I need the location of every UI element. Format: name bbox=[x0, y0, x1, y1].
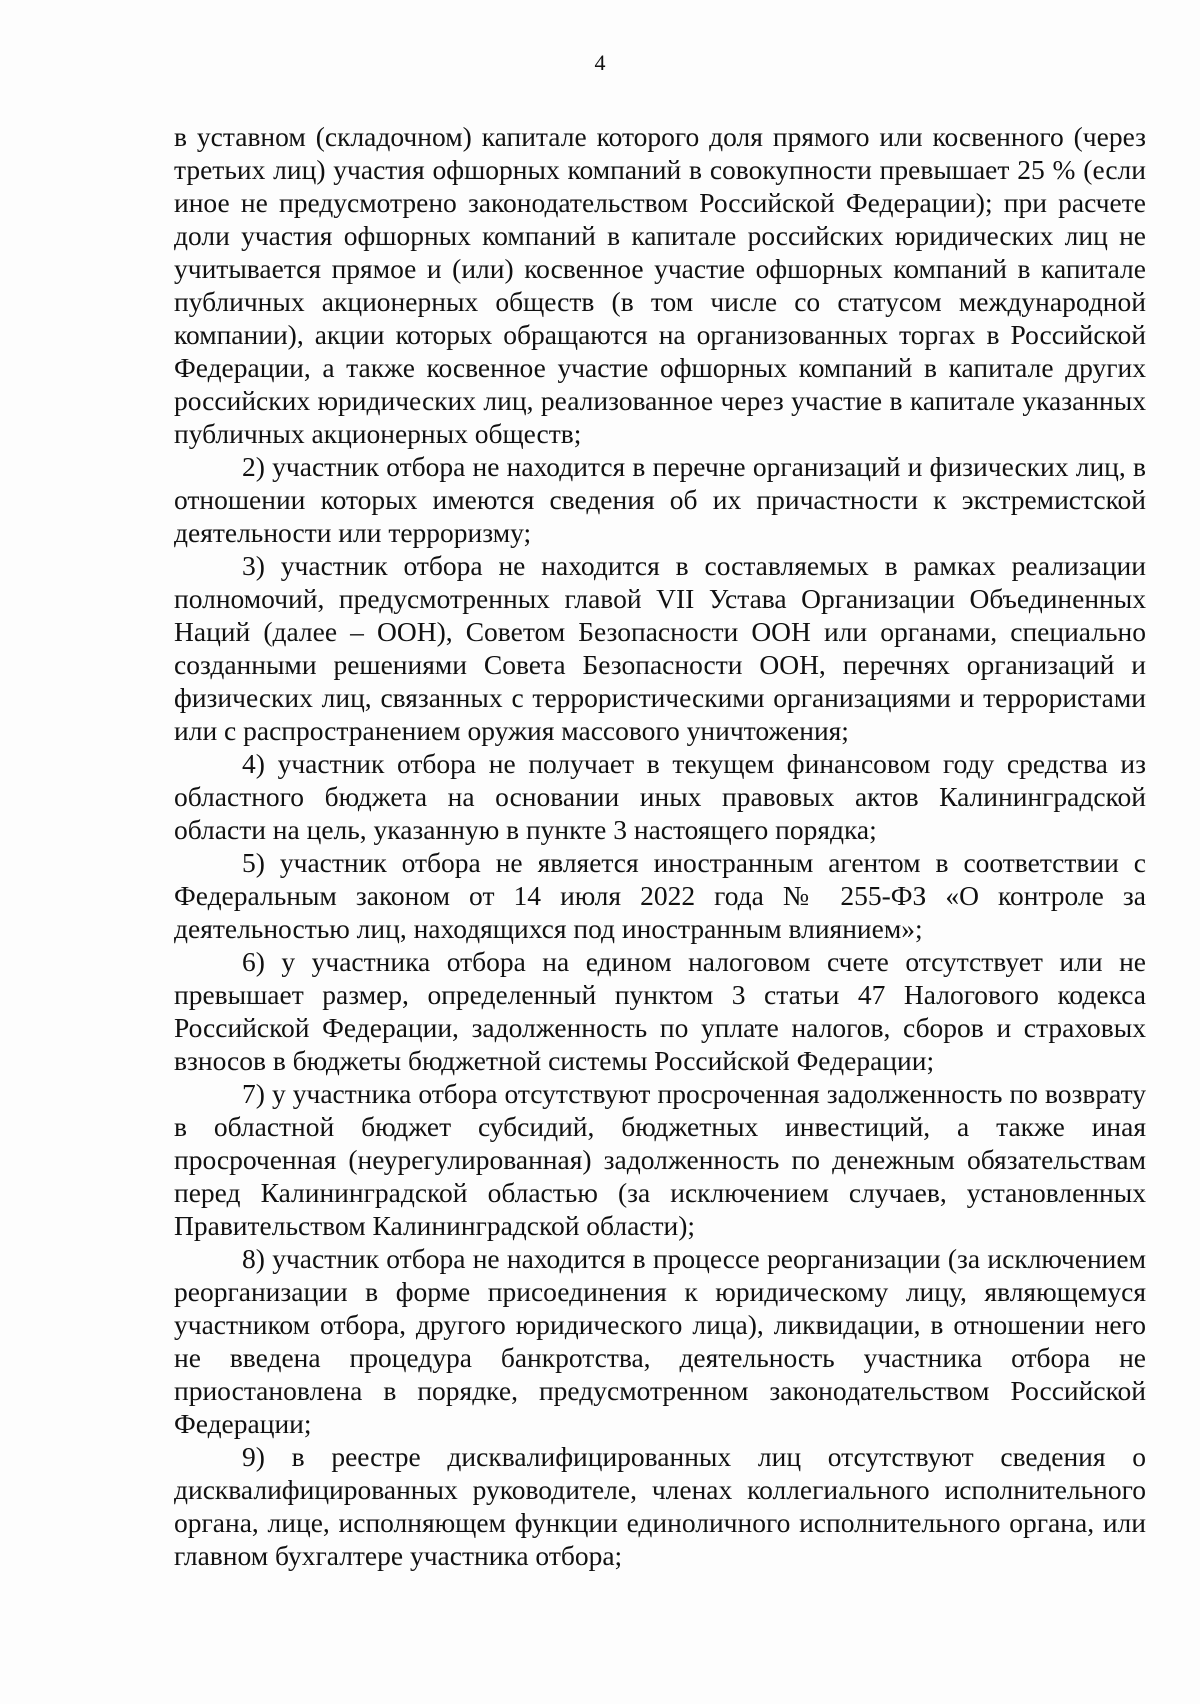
list-item-number: 9) bbox=[242, 1441, 265, 1472]
list-item-number: 3) bbox=[242, 550, 265, 581]
list-item-number: 6) bbox=[242, 946, 265, 977]
list-item-text: у участника отбора на едином налоговом счете отсутствует или не превышает размер, определенный пунктом 3 статьи 47 Налогового кодекса Российской Федерации, задолженность по уплате налогов, сборов и страховых взносов в бюджеты бюджетной системы Российской Федерации; bbox=[174, 946, 1146, 1076]
list-item-7 bbox=[174, 1077, 1146, 1242]
list-item-text: участник отбора не получает в текущем финансовом году средства из областного бюджета на основании иных правовых актов Калининградской области на цель, указанную в пункте 3 настоящего порядка; bbox=[174, 748, 1146, 845]
list-item-text: участник отбора не находится в перечне организаций и физических лиц, в отношении которых имеются сведения об их причастности к экстремистской деятельности или терроризму; bbox=[174, 451, 1146, 548]
list-item-number: 2) bbox=[242, 451, 265, 482]
list-item-5 bbox=[174, 846, 1146, 945]
list-item-number: 8) bbox=[242, 1243, 265, 1274]
list-item-text: участник отбора не находится в составляемых в рамках реализации полномочий, предусмотренных главой VII Устава Организации Объединенных Наций (далее – ООН), Советом Безопасности ООН или органами, специально созданными решениями Совета Безопасности ООН, перечнях организаций и физических лиц, связанных с террористическими организациями и террористами или с распространением оружия массового уничтожения; bbox=[174, 550, 1146, 746]
list-item-text: участник отбора не находится в процессе реорганизации (за исключением реорганизации в форме присоединения к юридическому лицу, являющемуся участником отбора, другого юридического лица), ликвидации, в отношении него не введена процедура банкротства, деятельность участника отбора не приостановлена в порядке, предусмотренном законодательством Российской Федерации; bbox=[174, 1243, 1146, 1439]
list-item-text: в реестре дисквалифицированных лиц отсутствуют сведения о дисквалифицированных руководителе, членах коллегиального исполнительного органа, лице, исполняющем функции единоличного исполнительного органа, или главном бухгалтере участника отбора; bbox=[174, 1441, 1146, 1571]
list-item-6 bbox=[174, 945, 1146, 1077]
list-item-9 bbox=[174, 1440, 1146, 1572]
paragraph-continuation bbox=[174, 120, 1146, 450]
list-item-2 bbox=[174, 450, 1146, 549]
list-item-number: 4) bbox=[242, 748, 265, 779]
list-item-3 bbox=[174, 549, 1146, 747]
list-item-text: у участника отбора отсутствуют просроченная задолженность по возврату в областной бюджет субсидий, бюджетных инвестиций, а также иная просроченная (неурегулированная) задолженность по денежным обязательствам перед Калининградской областью (за исключением случаев, установленных Правительством Калининградской области); bbox=[174, 1078, 1146, 1241]
paragraph-text: в уставном (складочном) капитале которого доля прямого или косвенного (через третьих лиц) участия офшорных компаний в совокупности превышает 25 % (если иное не предусмотрено законодательством Российской Федерации); при расчете доли участия офшорных компаний в капитале российских юридических лиц не учитывается прямое и (или) косвенное участие офшорных компаний в капитале публичных акционерных обществ (в том числе со статусом международной компании), акции которых обращаются на организованных торгах в Российской Федерации, а также косвенное участие офшорных компаний в капитале других российских юридических лиц, реализованное через участие в капитале указанных публичных акционерных обществ; bbox=[174, 121, 1146, 449]
list-item-text: участник отбора не является иностранным агентом в соответствии с Федеральным законом от 14 июля 2022 года № 255-ФЗ «О контроле за деятельностью лиц, находящихся под иностранным влиянием»; bbox=[174, 847, 1146, 944]
list-item-4 bbox=[174, 747, 1146, 846]
page-number: 4 bbox=[594, 50, 606, 75]
list-item-number: 7) bbox=[242, 1078, 265, 1109]
list-item-number: 5) bbox=[242, 847, 265, 878]
document-body bbox=[174, 120, 1146, 1572]
list-item-8 bbox=[174, 1242, 1146, 1440]
